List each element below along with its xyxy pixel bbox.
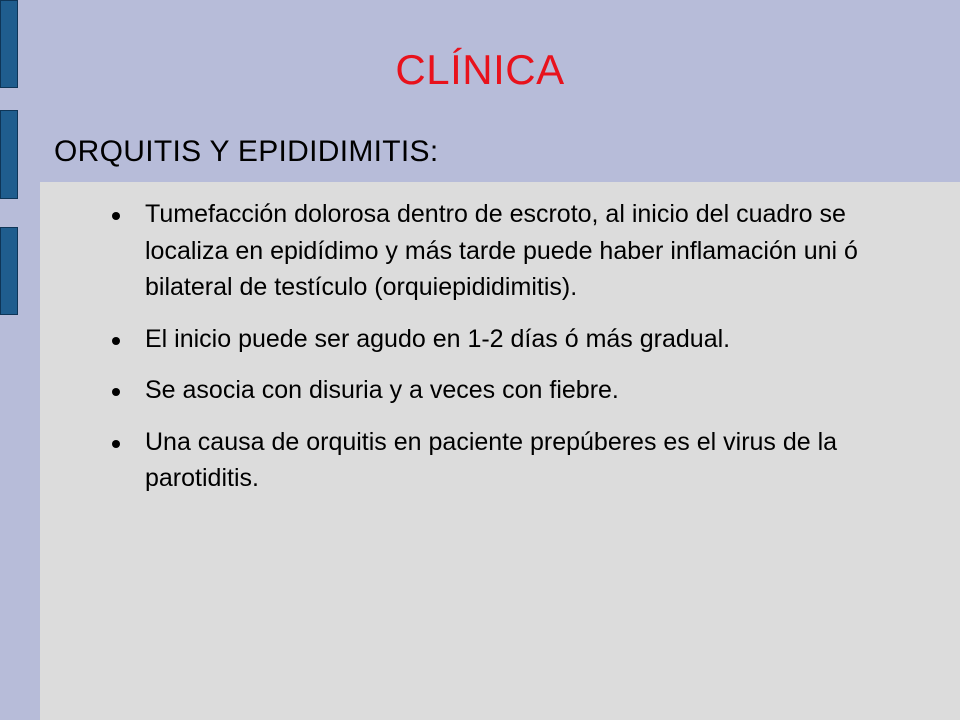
bullet-text: Una causa de orquitis en paciente prepúberes es el virus de la parotiditis.: [145, 427, 838, 492]
bullet-item: [108, 321, 888, 358]
left-accent-bar-bottom: [0, 227, 18, 315]
bullet-text: El inicio puede ser agudo en 1-2 días ó más gradual.: [145, 324, 731, 353]
bullet-dot-icon: [112, 337, 120, 345]
bullet-text: Tumefacción dolorosa dentro de escroto, al inicio del cuadro se localiza en epidídimo y más tarde puede haber inflamación uni ó bilateral de testículo (orquiepididimitis).: [145, 200, 858, 301]
bullet-item: [108, 196, 888, 306]
bullet-item: [108, 424, 888, 497]
bullet-dot-icon: [112, 388, 120, 396]
slide-title: CLÍNICA: [395, 46, 565, 93]
bullet-dot-icon: [112, 212, 120, 220]
bullet-list: [108, 196, 888, 512]
left-accent-bar-middle: [0, 110, 18, 199]
bullet-dot-icon: [112, 440, 120, 448]
bullet-text: Se asocia con disuria y a veces con fiebre.: [145, 376, 619, 404]
bullet-item: [108, 372, 888, 409]
slide-subtitle: ORQUITIS Y EPIDIDIMITIS:: [54, 135, 439, 168]
